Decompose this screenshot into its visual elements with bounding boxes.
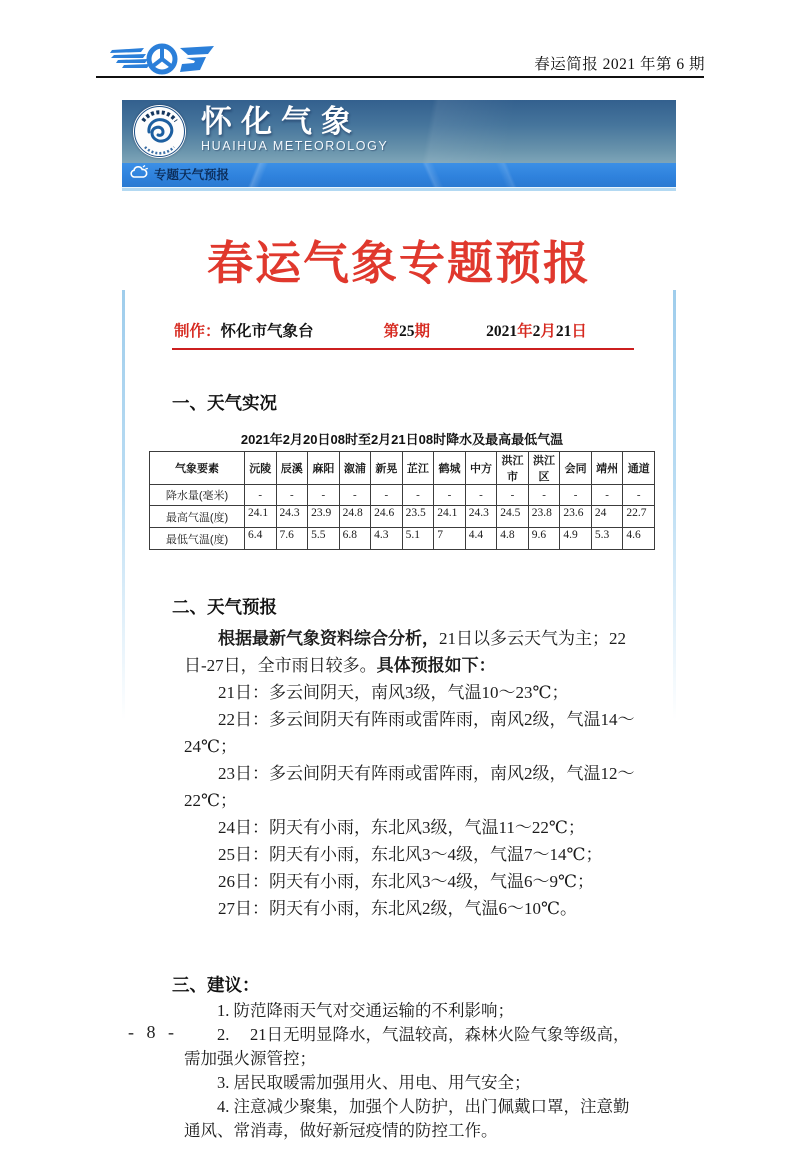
advice-list [122,999,676,1143]
issue-number: 第25期 [383,323,431,340]
cloud-icon [129,163,148,187]
table-cell: 24.8 [339,506,371,528]
table-row [150,506,655,528]
subject-forecast-label: 专题天气预报 [154,168,230,182]
huaihua-meteorology-banner [122,100,676,163]
table-cell: - [560,485,592,506]
weather-report-document [122,100,676,1153]
table-cell: 7.6 [276,528,308,550]
transport-wing-emblem-icon [110,40,220,80]
producer-row [174,319,676,341]
table-row-label: 降水量(毫米) [150,485,245,506]
table-cell: 4.9 [560,528,592,550]
table-cell: 23.6 [560,506,592,528]
table-cell: 23.9 [308,506,340,528]
table-cell: 4.3 [371,528,403,550]
table-cell: 5.1 [402,528,434,550]
table-col-header: 靖州 [591,452,623,485]
table-cell: 24.1 [434,506,466,528]
table-col-header: 洪江区 [528,452,560,485]
meteorology-cloud-seal-icon [133,105,186,158]
table-col-header: 会同 [560,452,592,485]
forecast-line: 23日：多云间阴天有阵雨或雷阵雨，南风2级，气温12～22℃； [184,764,635,810]
table-cell: - [276,485,308,506]
advice-item: 2. 21日无明显降水，气温较高，森林火险气象等级高，需加强火源管控； [184,1025,630,1068]
table-cell: 22.7 [623,506,655,528]
banner-underline [122,188,676,191]
table-cell: 23.8 [528,506,560,528]
page-number: - 8 - [128,1022,178,1042]
producer-label: 制作： [174,323,221,340]
table-col-header: 沅陵 [245,452,277,485]
subject-forecast-bar [122,163,676,188]
forecast-line: 27日：阴天有小雨，东北风2级，气温6～10℃。 [218,899,578,918]
forecast-intro: 根据最新气象资料综合分析，21日以多云天气为主；22日-27日，全市雨日较多。具体预报如下： [184,629,626,675]
table-col-header: 洪江市 [497,452,529,485]
bulletin-issue-label: 春运简报 2021 年第 6 期 [534,56,705,73]
weather-observation-table [149,451,655,550]
table-cell: - [434,485,466,506]
table-header-row [150,452,655,485]
advice-item: 3. 居民取暖需加强用火、用电、用气安全； [217,1073,531,1092]
section-heading-forecast: 二、天气预报 [172,597,277,617]
table-cell: 24.5 [497,506,529,528]
table-cell: 5.3 [591,528,623,550]
table-cell: 24.6 [371,506,403,528]
header-divider [96,76,704,78]
table-cell: 24.3 [276,506,308,528]
issue-date: 2021年2月21日 [486,323,587,340]
table-cell: 24 [591,506,623,528]
table-cell: 9.6 [528,528,560,550]
document-right-border [673,290,676,720]
weather-table-title: 2021年2月20日08时至2月21日08时降水及最高最低气温 [240,432,564,447]
org-name-english: HUAIHUA METEOROLOGY [201,139,389,153]
table-row [150,485,655,506]
table-cell: - [623,485,655,506]
table-row-label: 最低气温(度) [150,528,245,550]
table-cell: - [402,485,434,506]
section-heading-advice: 三、建议： [172,975,260,995]
table-cell: 5.5 [308,528,340,550]
advice-item: 4. 注意减少聚集，加强个人防护，出门佩戴口罩，注意勤通风、常消毒，做好新冠疫情的防控工作。 [184,1097,630,1140]
table-col-header: 芷江 [402,452,434,485]
table-col-header: 新晃 [371,452,403,485]
document-left-border [122,290,125,720]
producer-name: 怀化市气象台 [220,323,314,340]
table-cell: - [528,485,560,506]
document-title: 春运气象专题预报 [207,238,591,289]
forecast-line: 21日：多云间阴天，南风3级，气温10～23℃； [218,683,569,702]
forecast-line: 25日：阴天有小雨，东北风3～4级，气温7～14℃； [218,845,603,864]
table-cell: 4.6 [623,528,655,550]
table-col-header: 麻阳 [308,452,340,485]
table-cell: - [497,485,529,506]
section-heading-weather-actual: 一、天气实况 [172,393,277,413]
table-row-label: 最高气温(度) [150,506,245,528]
table-cell: 24.1 [245,506,277,528]
table-cell: 24.3 [465,506,497,528]
table-col-header: 中方 [465,452,497,485]
table-cell: 4.4 [465,528,497,550]
forecast-list [122,679,676,922]
advice-item: 1. 防范降雨天气对交通运输的不利影响； [217,1001,514,1020]
table-cell: 6.8 [339,528,371,550]
table-cell: - [371,485,403,506]
table-cell: - [308,485,340,506]
forecast-line: 24日：阴天有小雨，东北风3级，气温11～22℃； [218,818,585,837]
table-col-header: 溆浦 [339,452,371,485]
title-divider-rule [172,348,634,350]
table-col-header: 辰溪 [276,452,308,485]
table-cell: - [245,485,277,506]
table-cell: - [591,485,623,506]
org-name-chinese: 怀化气象 [201,104,361,139]
table-col-header: 鹤城 [434,452,466,485]
table-cell: - [339,485,371,506]
table-cell: 4.8 [497,528,529,550]
table-cell: 7 [434,528,466,550]
table-row [150,528,655,550]
table-col-header: 气象要素 [150,452,245,485]
table-cell: - [465,485,497,506]
table-cell: 23.5 [402,506,434,528]
table-cell: 6.4 [245,528,277,550]
table-col-header: 通道 [623,452,655,485]
forecast-line: 22日：多云间阴天有阵雨或雷阵雨，南风2级，气温14～24℃； [184,710,635,756]
forecast-line: 26日：阴天有小雨，东北风3～4级，气温6～9℃； [218,872,595,891]
